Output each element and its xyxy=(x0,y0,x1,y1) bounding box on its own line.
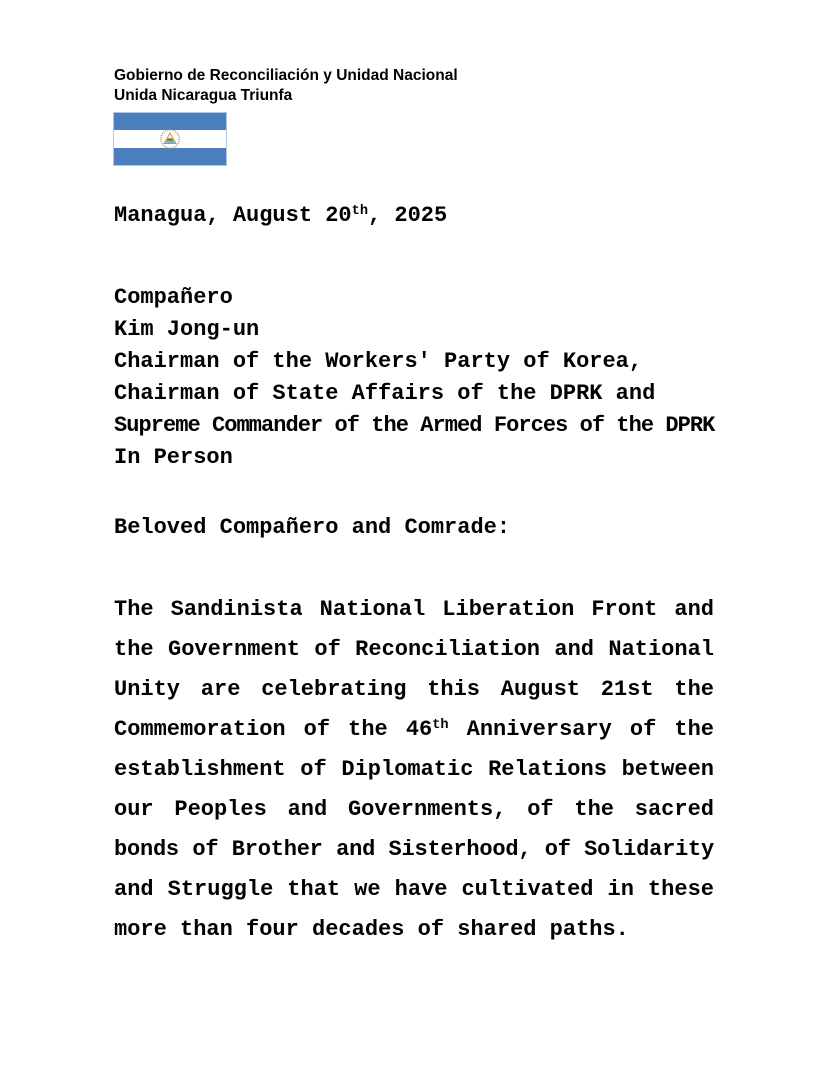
body-line-3: Unity are celebrating this August 21st the xyxy=(114,677,714,702)
anniversary-ordinal-superscript: th xyxy=(432,718,449,734)
body-line-4-post: Anniversary of the xyxy=(448,717,715,742)
date-line xyxy=(114,200,447,232)
recipient-role-3: Supreme Commander of the Armed Forces of the DPRK xyxy=(114,413,715,438)
body-line-9: more than four decades of shared paths. xyxy=(114,917,629,942)
recipient-delivery: In Person xyxy=(114,445,233,470)
flag-bottom-blue-stripe xyxy=(114,148,226,165)
body-line-7: bonds of Brother and Sisterhood, of Solidarity xyxy=(114,837,714,862)
body-line-4 xyxy=(114,710,714,750)
letterhead-line-1: Gobierno de Reconciliación y Unidad Nacional xyxy=(114,67,458,84)
body-line-2: the Government of Reconciliation and National xyxy=(114,637,714,662)
body-line-6: our Peoples and Governments, of the sacred xyxy=(114,797,714,822)
nicaragua-flag-image xyxy=(113,112,227,166)
body-line-4-pre: Commemoration of the 46 xyxy=(114,717,433,742)
recipient-title: Compañero xyxy=(114,285,233,310)
coat-of-arms-icon xyxy=(159,128,181,150)
recipient-name: Kim Jong-un xyxy=(114,317,260,342)
body-paragraph xyxy=(114,590,714,950)
recipient-role-2: Chairman of State Affairs of the DPRK and xyxy=(114,381,656,406)
recipient-role-1: Chairman of the Workers' Party of Korea, xyxy=(114,349,643,374)
body-line-8: and Struggle that we have cultivated in these xyxy=(114,877,714,902)
letterhead-line-2: Unida Nicaragua Triunfa xyxy=(114,87,293,104)
date-prefix: Managua, August 20 xyxy=(114,203,352,228)
date-ordinal-superscript: th xyxy=(351,204,368,220)
body-line-1: The Sandinista National Liberation Front and xyxy=(114,597,714,622)
recipient-block xyxy=(114,282,714,474)
body-line-5: establishment of Diplomatic Relations between xyxy=(114,757,714,782)
salutation-line: Beloved Compañero and Comrade: xyxy=(114,515,511,540)
letterhead xyxy=(114,66,458,106)
date-suffix: , 2025 xyxy=(368,203,448,228)
